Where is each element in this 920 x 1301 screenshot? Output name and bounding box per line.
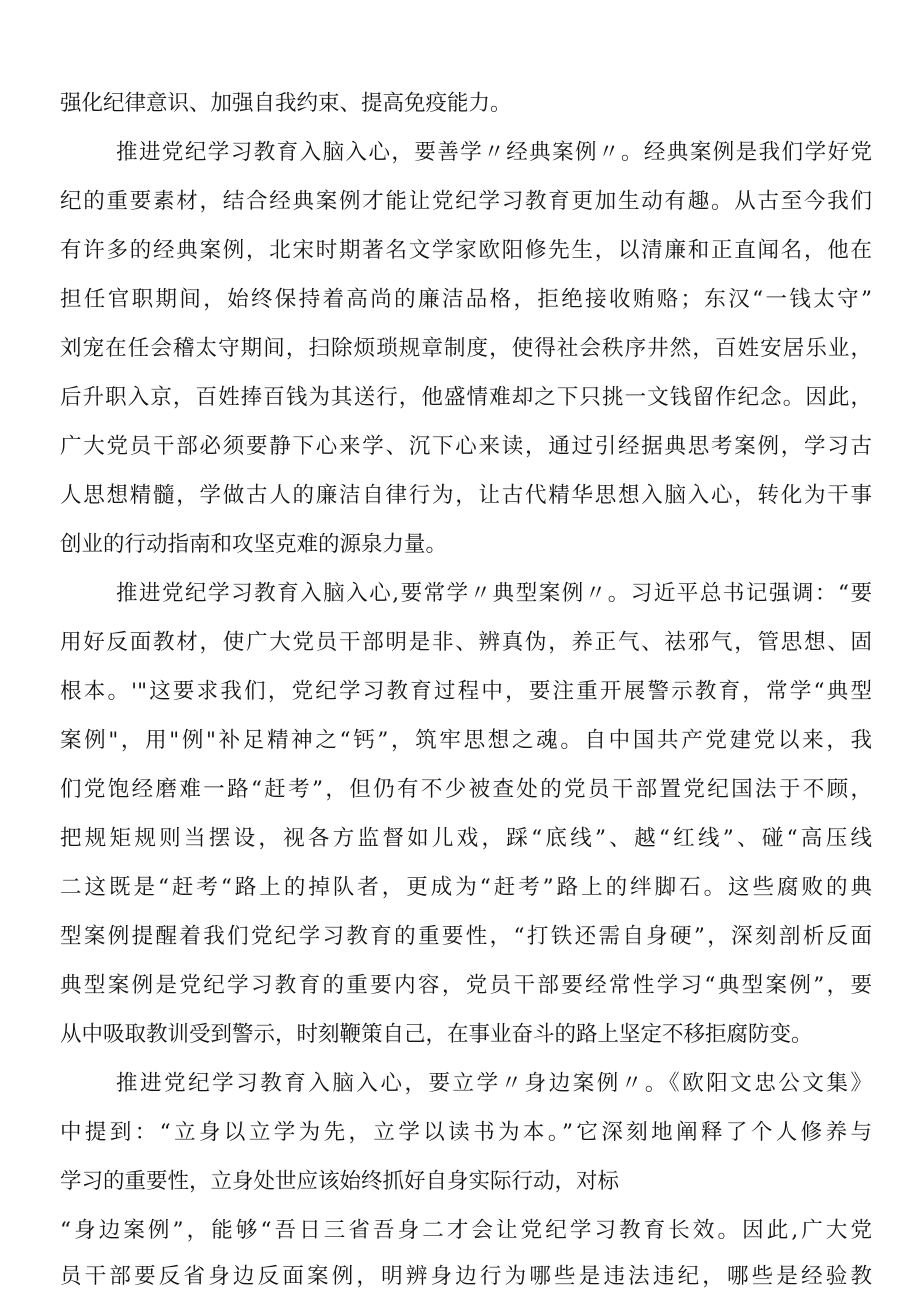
text-line: 案例"，用"例"补足精神之“钙”，筑牢思想之魂。自中国共产党建党以来，我 xyxy=(60,728,872,753)
text-line: 刘宠在任会稽太守期间，扫除烦琐规章制度，使得社会秩序井然，百姓安居乐业， xyxy=(60,336,872,361)
text-line: 们党饱经磨难一路“赶考”，但仍有不少被查处的党员干部置党纪国法于不顾， xyxy=(60,777,872,802)
text-line: 员干部要反省身边反面案例，明辨身边行为哪些是违法违纪，哪些是经验教 xyxy=(60,1264,872,1289)
text-line: 从中吸取教训受到警示，时刻鞭策自己，在事业奋斗的路上坚定不移拒腐防变。 xyxy=(60,1022,813,1047)
paragraph-start-line: 推进党纪学习教育入脑入心,要常学〃典型案例〃。习近平总书记强调：“要 xyxy=(116,581,872,606)
text-line: 用好反面教材，使广大党员干部明是非、辨真伪，养正气、祛邪气，管思想、固 xyxy=(60,630,872,655)
text-line: 中提到：“立身以立学为先，立学以读书为本。”它深刻地阐释了个人修养与 xyxy=(60,1120,872,1145)
text-line: 有许多的经典案例，北宋时期著名文学家欧阳修先生，以清廉和正直闻名，他在 xyxy=(60,238,872,263)
text-line: 型案例提醒着我们党纪学习教育的重要性，“打铁还需自身硬”，深刻剖析反面 xyxy=(60,924,872,949)
text-line: 人思想精髓，学做古人的廉洁自律行为，让古代精华思想入脑入心，转化为干事 xyxy=(60,483,872,508)
text-line: 根本。'"这要求我们，党纪学习教育过程中，要注重开展警示教育，常学“典型 xyxy=(60,679,872,704)
text-line: 后升职入京，百姓捧百钱为其送行，他盛情难却之下只挑一文钱留作纪念。因此， xyxy=(60,385,872,410)
text-line: 纪的重要素材，结合经典案例才能让党纪学习教育更加生动有趣。从古至今我们 xyxy=(60,189,872,214)
text-line: 广大党员干部必须要静下心来学、沉下心来读，通过引经据典思考案例，学习古 xyxy=(60,434,872,459)
text-line: 典型案例是党纪学习教育的重要内容，党员干部要经常性学习“典型案例”，要 xyxy=(60,973,872,998)
text-line: 学习的重要性，立身处世应该始终抓好自身实际行动，对标 xyxy=(60,1169,620,1194)
paragraph-start-line: 推进党纪学习教育入脑入心，要立学〃身边案例〃。《欧阳文忠公文集》 xyxy=(116,1071,872,1096)
text-line: “身边案例”，能够“吾日三省吾身二才会让党纪学习教育长效。因此,广大党 xyxy=(60,1218,872,1243)
paragraph-start-line: 推进党纪学习教育入脑入心，要善学〃经典案例〃。经典案例是我们学好党 xyxy=(116,140,872,165)
text-line: 担任官职期间，始终保持着高尚的廉洁品格，拒绝接收贿赂；东汉“一钱太守” xyxy=(60,287,872,312)
text-line: 二这既是“赶考“路上的掉队者，更成为“赶考”路上的绊脚石。这些腐败的典 xyxy=(60,875,872,900)
text-line: 把规矩规则当摆设，视各方监督如儿戏，踩“底线”、越“红线”、碰“高压线 xyxy=(60,826,872,851)
text-line: 创业的行动指南和攻坚克难的源泉力量。 xyxy=(60,532,448,557)
text-line: 强化纪律意识、加强自我约束、提高免疫能力。 xyxy=(60,91,512,116)
